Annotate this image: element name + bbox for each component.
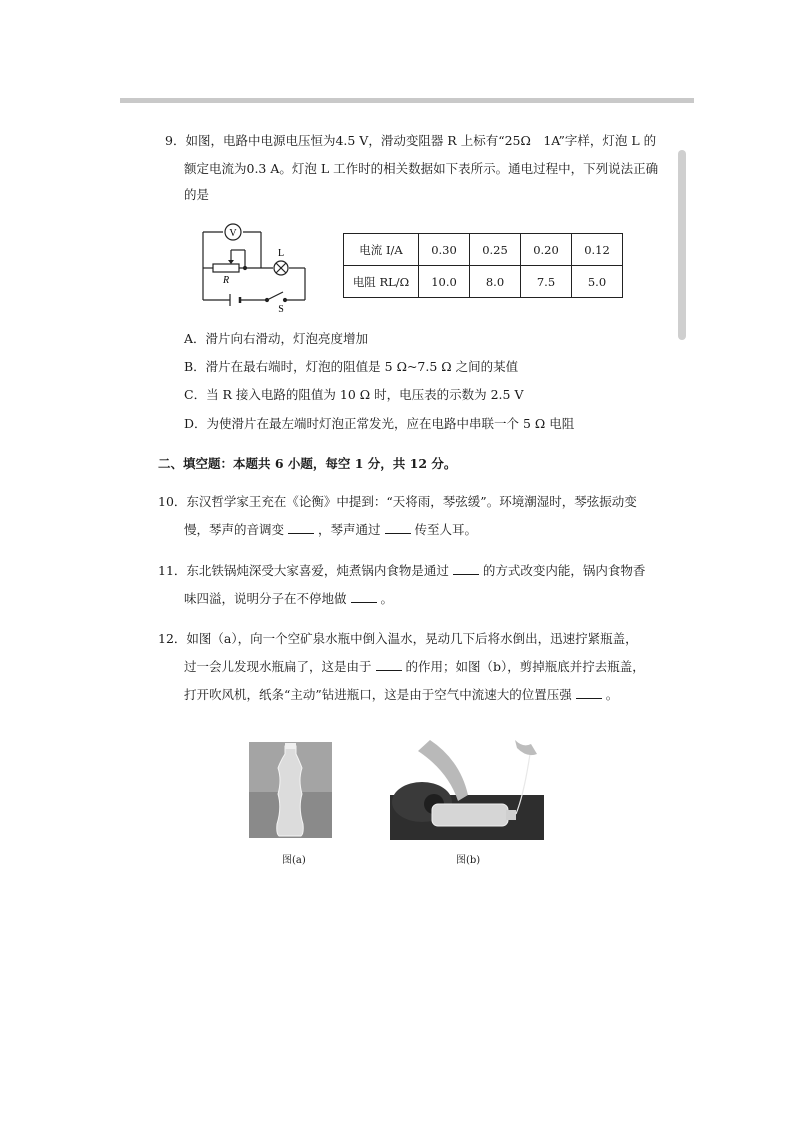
- q12-text-2a: 过一会儿发现水瓶扁了，这是由于: [184, 659, 372, 674]
- q9-option-c: C．当 R 接入电路的阻值为 10 Ω 时，电压表的示数为 2.5 V: [184, 387, 524, 402]
- q9-option-a: A．滑片向右滑动，灯泡亮度增加: [184, 331, 369, 346]
- q10-number: 10．: [158, 494, 187, 509]
- q9-line1: [165, 132, 656, 150]
- answer-blank[interactable]: [385, 521, 411, 534]
- rheostat-icon: [213, 264, 239, 272]
- table-row: [344, 234, 623, 266]
- figure-b-caption: 图(b): [456, 855, 481, 866]
- switch-icon: [267, 292, 283, 300]
- q9-number: 9．: [165, 133, 186, 148]
- table-cell: 5.0: [572, 266, 623, 298]
- q9-option-d: D．为使滑片在最左端时灯泡正常发光，应在电路中串联一个 5 Ω 电阻: [184, 416, 575, 431]
- table-row-header: 电流 I/A: [344, 234, 419, 266]
- q11-text-1a: 东北铁锅炖深受大家喜爱，炖煮锅内食物是通过: [186, 563, 449, 578]
- answer-blank[interactable]: [576, 686, 602, 699]
- vertical-scrollbar[interactable]: [678, 150, 686, 340]
- q10-line2: [184, 521, 477, 539]
- answer-blank[interactable]: [288, 521, 314, 534]
- q10-text-2a: 慢，琴声的音调变: [184, 522, 285, 537]
- q12-text-1: 如图（a），向一个空矿泉水瓶中倒入温水，晃动几下后将水倒出，迅速拧紧瓶盖，: [186, 631, 638, 646]
- table-cell: 0.20: [521, 234, 572, 266]
- q9-line2: 额定电流为0.3 A。灯泡 L 工作时的相关数据如下表所示。通电过程中，下列说法正确: [184, 161, 659, 176]
- q10-text-1: 东汉哲学家王充在《论衡》中提到：“天将雨，琴弦缓”。环境潮湿时，琴弦振动变: [186, 494, 637, 509]
- table-cell: 0.25: [470, 234, 521, 266]
- table-cell: 10.0: [419, 266, 470, 298]
- q12-text-3b: 。: [605, 687, 619, 702]
- q10-line1: [158, 493, 637, 511]
- section-title: 二、填空题：本题共 6 小题，每空 1 分，共 12 分。: [158, 456, 457, 471]
- q12-line3: [184, 686, 618, 704]
- table-cell: 0.12: [572, 234, 623, 266]
- q12-text-3a: 打开吹风机，纸条“主动”钻进瓶口，这是由于空气中流速大的位置压强: [184, 687, 572, 702]
- q11-line2: [184, 590, 393, 608]
- switch-label: S: [278, 304, 284, 315]
- q9-text-1: 如图，电路中电源电压恒为4.5 V，滑动变阻器 R 上标有“25Ω 1A”字样，灯泡 L 的: [185, 133, 657, 148]
- q9-line3: 的是: [184, 187, 210, 202]
- q9-option-b: B．滑片在最右端时，灯泡的阻值是 5 Ω~7.5 Ω 之间的某值: [184, 359, 519, 374]
- q11-number: 11．: [158, 563, 187, 578]
- q12-line2: [184, 658, 645, 676]
- voltmeter-label: V: [229, 228, 237, 239]
- q12-text-2b: 的作用；如图（b），剪掉瓶底并拧去瓶盖，: [405, 659, 645, 674]
- rheostat-label: R: [222, 275, 230, 286]
- cut-bottle-icon: [432, 804, 508, 826]
- q12-number: 12．: [158, 631, 187, 646]
- answer-blank[interactable]: [351, 590, 377, 603]
- hairdryer-photo-b: [390, 740, 544, 840]
- q10-text-2c: 传至人耳。: [414, 522, 478, 537]
- lamp-data-table: [343, 233, 623, 298]
- q11-text-1b: 的方式改变内能，锅内食物香: [482, 563, 646, 578]
- figure-a-caption: 图(a): [282, 855, 306, 866]
- answer-blank[interactable]: [376, 658, 402, 671]
- q11-text-2b: 。: [380, 591, 394, 606]
- lamp-label: L: [277, 248, 285, 259]
- table-cell: 0.30: [419, 234, 470, 266]
- answer-blank[interactable]: [453, 562, 479, 575]
- q11-line1: [158, 562, 645, 580]
- table-cell: 7.5: [521, 266, 572, 298]
- q11-text-2a: 味四溢，说明分子在不停地做: [184, 591, 347, 606]
- q10-text-2b: ，琴声通过: [318, 522, 381, 537]
- table-cell: 8.0: [470, 266, 521, 298]
- table-row: [344, 266, 623, 298]
- q12-line1: [158, 630, 638, 648]
- table-row-header: 电阻 RL/Ω: [344, 266, 419, 298]
- top-divider-bar: [120, 98, 694, 103]
- circuit-diagram: [195, 220, 315, 315]
- bottle-photo-a: [249, 742, 332, 838]
